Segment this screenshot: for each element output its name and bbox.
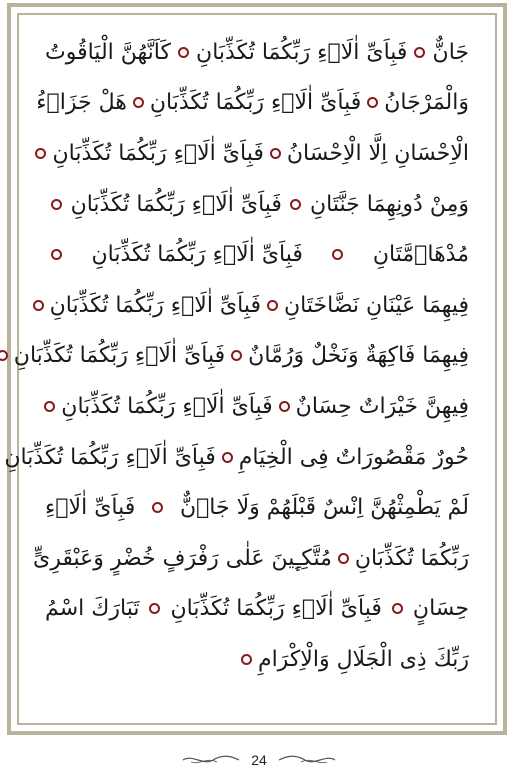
page-frame-outer <box>4 3 507 735</box>
text-line-7 <box>13 331 469 382</box>
ayah-end-marker-icon <box>392 603 403 614</box>
ayah-end-marker-icon <box>270 148 281 159</box>
verse-text-area <box>4 27 469 711</box>
ayah-end-marker-icon <box>149 603 160 614</box>
ayah-end-marker-icon <box>267 300 278 311</box>
line-segment: فَبِاَىِّ اٰلَاۤءِ رَبِّكُمَا تُكَذِّبَانِ <box>170 596 382 622</box>
text-line-10 <box>45 482 469 533</box>
line-segment: الْاِحْسَانِ اِلَّا الْاِحْسَانُ <box>286 140 469 166</box>
line-segment: لَمْ يَطْمِثْهُنَّ اِنْسٌ قَبْلَهُمْ وَلَا جَاۤنٌّ <box>179 495 469 521</box>
ayah-end-marker-icon <box>241 654 252 665</box>
line-segment: فَبِاَىِّ اٰلَاۤءِ رَبِّكُمَا تُكَذِّبَانِ <box>49 292 262 318</box>
text-line-3 <box>45 128 469 179</box>
line-segment: تَبَارَكَ اسْمُ <box>45 596 140 622</box>
line-segment: رَبِّكُمَا تُكَذِّبَانِ <box>354 545 469 571</box>
ayah-end-marker-icon <box>33 300 44 311</box>
ayah-end-marker-icon <box>338 553 349 564</box>
text-line-12 <box>45 584 469 635</box>
text-line-4 <box>45 179 469 230</box>
line-segment: فَبِاَىِّ اٰلَاۤءِ <box>45 495 136 521</box>
line-segment: وَمِنْ دُونِهِمَا جَنَّتَانِ <box>310 191 469 217</box>
text-line-9 <box>4 432 469 483</box>
text-line-1 <box>45 27 469 78</box>
ayah-end-marker-icon <box>332 249 343 260</box>
text-line-8 <box>45 381 469 432</box>
line-segment: فَبِاَىِّ اٰلَاۤءِ رَبِّكُمَا تُكَذِّبَانِ <box>70 191 282 217</box>
flourish-right-icon <box>277 753 337 767</box>
text-line-6 <box>45 280 469 331</box>
line-segment: حُورٌ مَقْصُورَاتٌ فِى الْخِيَامِ <box>238 444 469 470</box>
text-line-13 <box>45 634 469 685</box>
text-line-11 <box>32 533 469 584</box>
ayah-end-marker-icon <box>367 97 378 108</box>
line-segment: وَالْمَرْجَانُ <box>384 90 469 116</box>
line-segment: فَبِاَىِّ اٰلَاۤءِ رَبِّكُمَا تُكَذِّبَانِ <box>91 242 303 268</box>
line-segment: مُتَّكِـِٕينَ عَلٰى رَفْرَفٍ خُضْرٍ وَعَبْقَرِىٍّ <box>32 545 332 571</box>
ayah-end-marker-icon <box>414 47 425 58</box>
text-line-2 <box>36 78 469 129</box>
line-segment: فَبِاَىِّ اٰلَاۤءِ رَبِّكُمَا تُكَذِّبَانِ <box>4 444 216 470</box>
ayah-end-marker-icon <box>152 502 163 513</box>
flourish-left-icon <box>181 753 241 767</box>
ayah-end-marker-icon <box>290 199 301 210</box>
line-segment: فَبِاَىِّ اٰلَاۤءِ رَبِّكُمَا تُكَذِّبَانِ <box>52 140 264 166</box>
ayah-end-marker-icon <box>178 47 189 58</box>
ayah-end-marker-icon <box>222 452 233 463</box>
line-segment: فِيهِمَا عَيْنَانِ نَضَّاخَتَانِ <box>284 292 469 318</box>
line-segment: هَلْ جَزَاۤءُ <box>36 90 127 116</box>
line-segment: جَانٌّ <box>432 39 469 65</box>
line-segment: فِيهِمَا فَاكِهَةٌ وَنَخْلٌ وَرُمَّانٌ <box>248 343 469 369</box>
line-segment: فَبِاَىِّ اٰلَاۤءِ رَبِّكُمَا تُكَذِّبَانِ <box>149 90 362 116</box>
ayah-end-marker-icon <box>133 97 144 108</box>
line-segment: فَبِاَىِّ اٰلَاۤءِ رَبِّكُمَا تُكَذِّبَانِ <box>61 393 273 419</box>
line-segment: مُدْهَاۤمَّتَانِ <box>372 242 469 268</box>
line-segment: فَبِاَىِّ اٰلَاۤءِ رَبِّكُمَا تُكَذِّبَانِ <box>196 39 408 65</box>
ayah-end-marker-icon <box>35 148 46 159</box>
text-line-5 <box>45 229 469 280</box>
line-segment: حِسَانٍ <box>412 596 469 622</box>
ayah-end-marker-icon <box>231 350 242 361</box>
ayah-end-marker-icon <box>279 401 290 412</box>
ayah-end-marker-icon <box>44 401 55 412</box>
ayah-end-marker-icon <box>0 350 8 361</box>
line-segment: كَاَنَّهُنَّ الْيَاقُوتُ <box>45 39 171 65</box>
line-segment: فِيهِنَّ خَيْرَاتٌ حِسَانٌ <box>295 393 469 419</box>
page-number: 24 <box>251 752 267 768</box>
ayah-end-marker-icon <box>51 199 62 210</box>
line-segment: فَبِاَىِّ اٰلَاۤءِ رَبِّكُمَا تُكَذِّبَانِ <box>13 343 226 369</box>
line-segment: رَبِّكَ ذِى الْجَلَالِ وَالْاِكْرَامِ <box>257 646 469 672</box>
page-footer <box>0 748 518 772</box>
ayah-end-marker-icon <box>51 249 62 260</box>
